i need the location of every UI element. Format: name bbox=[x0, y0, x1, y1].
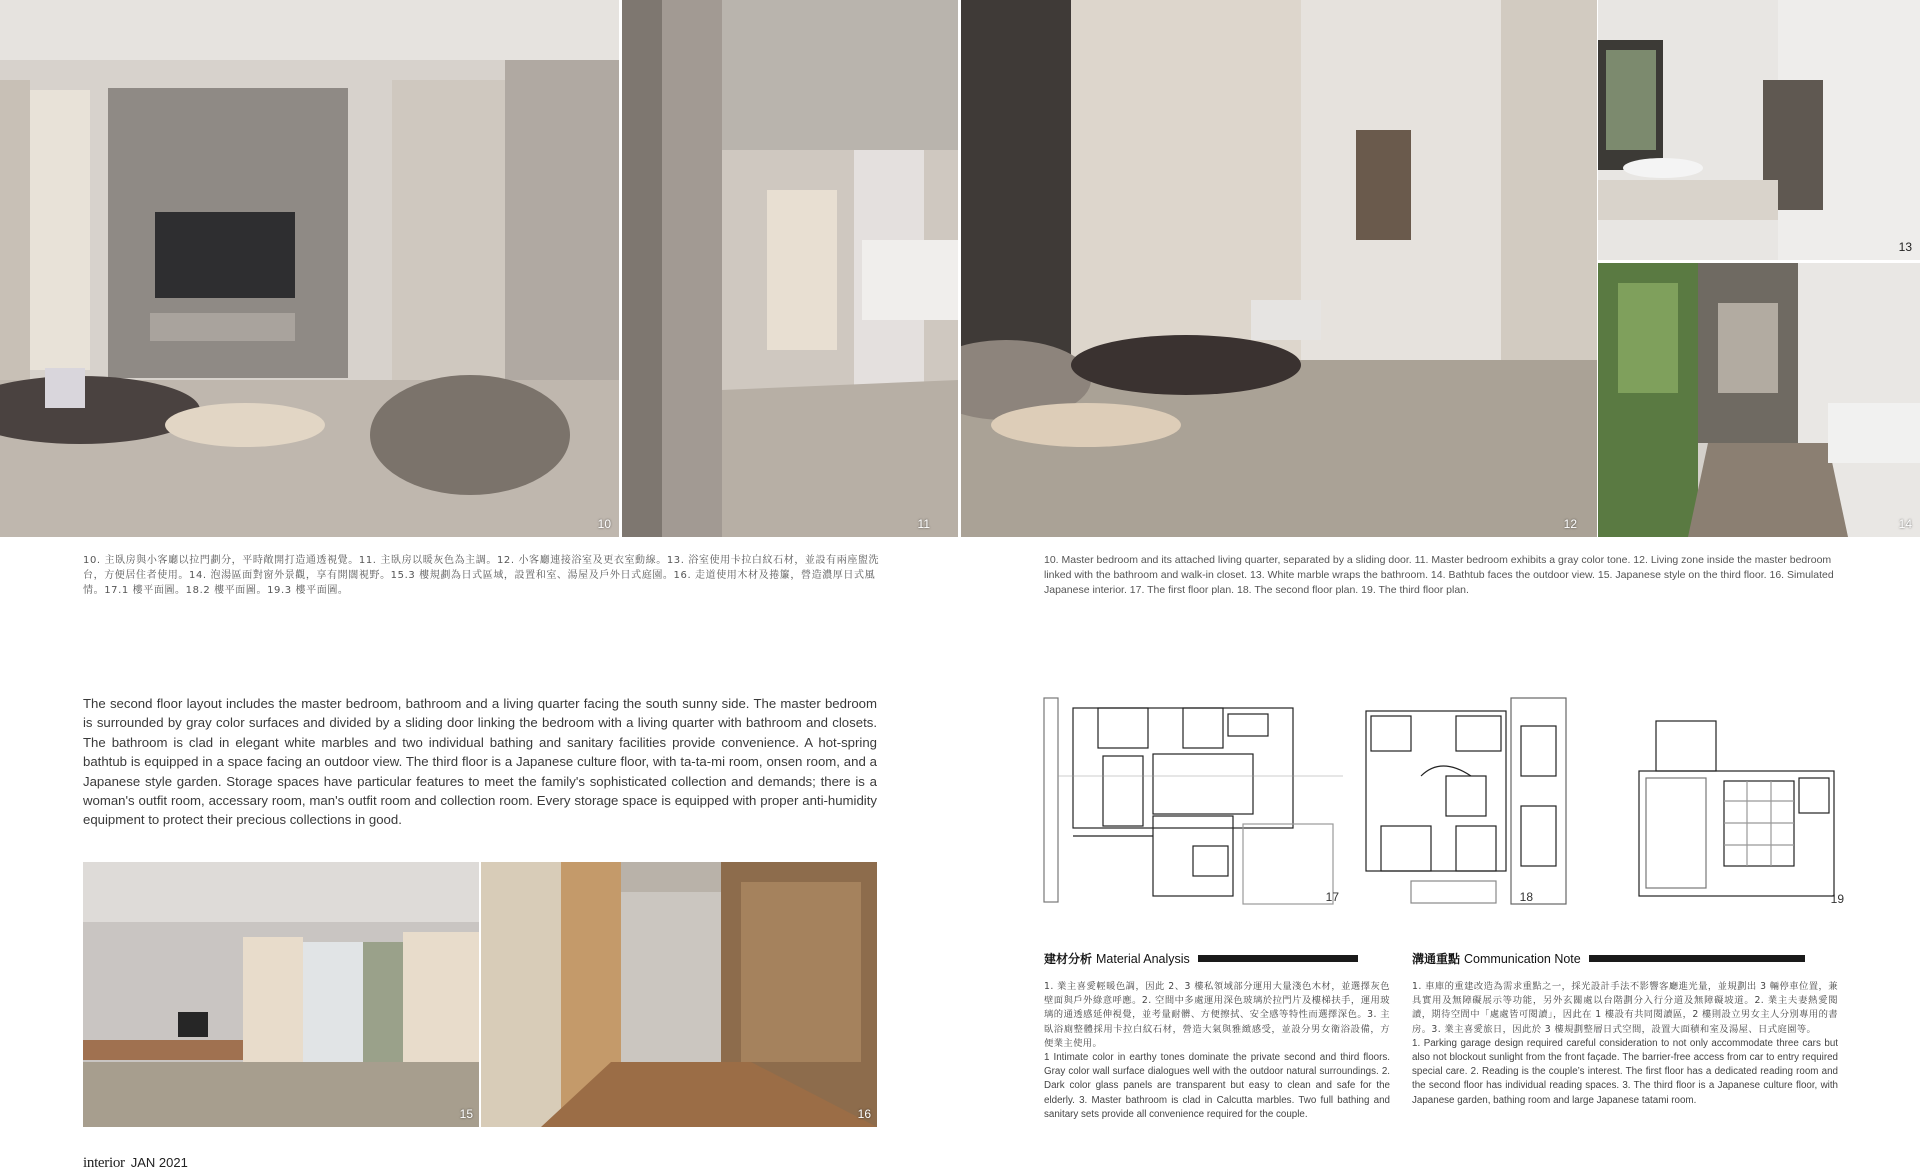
caption-english: 10. Master bedroom and its attached living quarter, separated by a sliding door. 11. Master bedroom exhibits a gray color tone. 12. Living zone inside the master bedroom linked with the bathroom and walk-in closet. 13. White marble wraps the bathroom. 14. Bathtub faces the outdoor view. 15. Japanese style on the third floor. 16. Simulated Japanese interior. 17. The first floor plan. 18. The second floor plan. 19. The third floor plan. bbox=[1044, 554, 1834, 596]
photo-number: 11 bbox=[917, 517, 930, 531]
heading-rule bbox=[1589, 955, 1805, 962]
plan-number: 19 bbox=[1830, 892, 1844, 906]
magazine-logo: interior bbox=[83, 1155, 125, 1171]
caption-chinese: 10. 主臥房與小客廳以拉門劃分，平時敞開打造通透視覺。11. 主臥房以暖灰色為主調。12. 小客廳連接浴室及更衣室動線。13. 浴室使用卡拉白紋石材，並設有兩座盥洗台，方便居住者使用。14. 泡湯區面對窗外景觀，享有開闊視野。15.3 樓規劃為日式區域，設置和室、湯屋及戶外日式庭園。16. 走道使用木材及捲簾，營造濃厚日式風情。17.1 樓平面圖。18.2 樓平面圖。19.3 樓平面圖。 bbox=[83, 555, 880, 596]
photo-14 bbox=[1598, 263, 1920, 537]
floor-plan-17 bbox=[1043, 696, 1343, 906]
communication-title-zh: 溝通重點 bbox=[1412, 952, 1461, 966]
plan-number: 18 bbox=[1519, 890, 1533, 904]
communication-note-text bbox=[1412, 980, 1838, 1108]
plan-number: 17 bbox=[1325, 890, 1339, 904]
floor-plan-19 bbox=[1634, 696, 1844, 906]
photo-16 bbox=[481, 862, 877, 1127]
material-text-en: 1 Intimate color in earthy tones dominate the private second and third floors. Gray color wall surface dialogues well with the outdoor natural surroundings. 2. Dark color glass panels are transparent but easy to clean and safe for the elderly. 3. Master bathroom is clad in Calcutta marbles. Two full bathing and sanitary sets provide all convenience required for the couple. bbox=[1044, 1052, 1390, 1120]
photo-11 bbox=[622, 0, 958, 537]
photo-12 bbox=[961, 0, 1597, 537]
material-analysis-text bbox=[1044, 980, 1390, 1122]
photo-number: 14 bbox=[1898, 517, 1912, 531]
photo-number: 12 bbox=[1563, 517, 1577, 531]
material-analysis-heading bbox=[1044, 950, 1358, 967]
photo-number: 10 bbox=[597, 517, 611, 531]
material-title-zh: 建材分析 bbox=[1044, 952, 1093, 966]
communication-text-en: 1. Parking garage design required careful consideration to not only accommodate three cars but also not blockout sunlight from the front façade. The barrier-free access from car to entry required special care. 2. Reading is the couple’s interest. The first floor has a dedicated reading room and the second floor has individual reading spaces. 3. The third floor is a Japanese culture floor, with Japanese garden, bathing room and large Japanese tatami room. bbox=[1412, 1037, 1838, 1106]
photo-10 bbox=[0, 0, 619, 537]
issue-date: JAN 2021 bbox=[130, 1155, 188, 1170]
photo-number: 13 bbox=[1898, 240, 1912, 254]
heading-rule bbox=[1198, 955, 1358, 962]
photo-number: 15 bbox=[459, 1107, 473, 1121]
communication-note-heading bbox=[1412, 950, 1805, 967]
communication-title-en: Communication Note bbox=[1464, 951, 1581, 966]
photo-number: 16 bbox=[857, 1107, 871, 1121]
communication-text-zh: 1. 車庫的重建改造為需求重點之一，採光設計手法不影響客廳進光量，並規劃出 3 輛停車位置，兼具實用及無障礙展示等功能，另外玄關處以台階劃分入行分道及無障礙坡道。2. 業主夫妻熱愛閱讀，期待空間中「處處皆可閱讀」，因此在 1 樓設有共同閱讀區，2 樓則設立男女主人分別專用的書房。3. 業主喜愛旅日，因此於 3 樓規劃整層日式空間，設置大面積和室及湯屋、日式庭園等。 bbox=[1412, 981, 1838, 1035]
material-text-zh: 1. 業主喜愛輕暖色調，因此 2、3 樓私領域部分運用大量淺色木材，並選擇灰色壁面與戶外綠意呼應。2. 空間中多處運用深色玻璃於拉門片及樓梯扶手，運用玻璃的通透感延伸視覺，並考量耐髒、方便擦拭、安全感等特性而選擇深色。3. 主臥浴廁整體採用卡拉白紋石材，營造大氣與雅緻感受，並設分男女衛浴設備，方便業主使用。 bbox=[1044, 981, 1390, 1049]
body-paragraph: The second floor layout includes the master bedroom, bathroom and a living quarter facing the south sunny side. The master bedroom is surrounded by gray color surfaces and divided by a sliding door linking the bedroom with a living quarter with bathroom and closets. The bathroom is clad in elegant white marbles and two individual bathing and sanitary facilities provide convenience. A hot-spring bathtub is equipped in a space facing an outdoor view. The third floor is a Japanese culture floor, with ta-ta-mi room, onsen room, and a Japanese style garden. Storage spaces have particular features to meet the family's sophisticated collection and demands; there is a woman's outfit room, accessary room, man's outfit room and collection room. Every storage space is equipped with proper anti-humidity equipment to protect their precious collections in good. bbox=[83, 696, 877, 828]
photo-15 bbox=[83, 862, 479, 1127]
page-footer bbox=[83, 1155, 188, 1172]
material-title-en: Material Analysis bbox=[1096, 951, 1190, 966]
floor-plan-18 bbox=[1361, 696, 1571, 906]
photo-13 bbox=[1598, 0, 1920, 260]
